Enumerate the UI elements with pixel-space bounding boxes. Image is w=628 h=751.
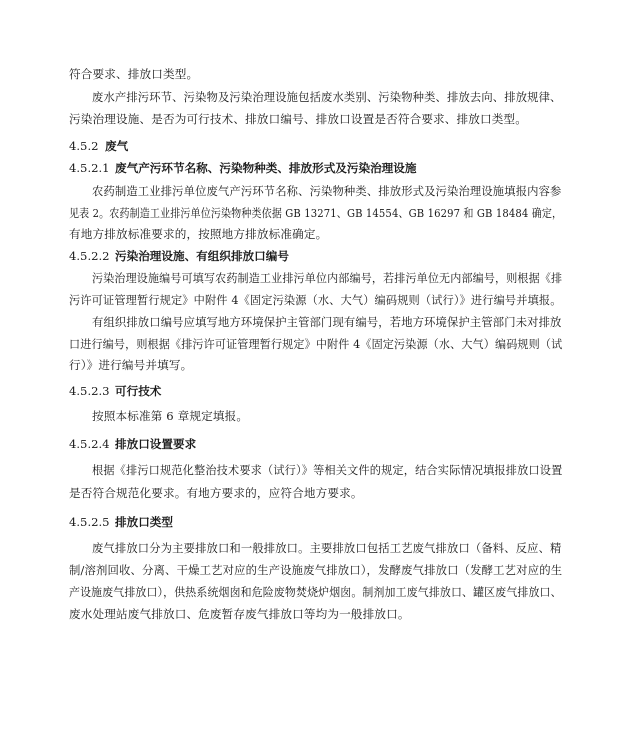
paragraph-line: 按照本标准第 6 章规定填报。 bbox=[92, 409, 249, 423]
paragraph-line: 有组织排放口编号应填写地方环境保护主管部门现有编号，若地方环境保护主管部门未对排放 bbox=[92, 315, 562, 329]
section-heading-4-5-2-1 bbox=[69, 160, 416, 176]
section-heading-4-5-2-3 bbox=[69, 383, 161, 399]
section-title: 排放口设置要求 bbox=[115, 437, 197, 451]
continuation-text: 符合要求、排放口类型。 bbox=[69, 67, 199, 81]
section-title: 污染治理设施、有组织排放口编号 bbox=[115, 249, 289, 263]
section-title: 废气产污环节名称、污染物种类、排放形式及污染治理设施 bbox=[115, 161, 417, 175]
paragraph-line: 口进行编号，则根据《排污许可证管理暂行规定》中附件 4《固定污染源（水、大气）编码规则（试 bbox=[69, 337, 563, 351]
section-title: 废气 bbox=[105, 139, 129, 153]
paragraph-line: 废气排放口分为主要排放口和一般排放口。主要排放口包括工艺废气排放口（备料、反应、精 bbox=[92, 541, 562, 555]
section-title: 可行技术 bbox=[115, 384, 162, 398]
paragraph-line: 有地方排放标准要求的，按照地方排放标准确定。 bbox=[69, 227, 328, 241]
paragraph-line: 制/溶剂回收、分离、干燥工艺对应的生产设施废气排放口），发酵废气排放口（发酵工艺对应的生 bbox=[69, 563, 563, 577]
paragraph-line: 是否符合规范化要求。有地方要求的，应符合地方要求。 bbox=[69, 486, 363, 500]
section-number: 4.5.2.5 bbox=[69, 515, 110, 529]
section-number: 4.5.2.3 bbox=[69, 384, 110, 398]
paragraph-line: 行）》进行编号并填写。 bbox=[69, 358, 193, 372]
paragraph-line: 见表 2。农药制造工业排污单位污染物种类依据 GB 13271、GB 14554、GB 16297 和 GB 18484 确定， bbox=[69, 206, 563, 220]
paragraph-line: 废水产排污环节、污染物及污染治理设施包括废水类别、污染物种类、排放去向、排放规律、 bbox=[92, 90, 562, 104]
paragraph-line: 废水处理站废气排放口、危废暂存废气排放口等均为一般排放口。 bbox=[69, 607, 410, 621]
section-heading-4-5-2-5 bbox=[69, 514, 173, 530]
section-title: 排放口类型 bbox=[115, 515, 173, 529]
section-heading-4-5-2-4 bbox=[69, 436, 196, 452]
paragraph-line: 根据《排污口规范化整治技术要求（试行）》等相关文件的规定，结合实际情况填报排放口设置 bbox=[92, 463, 563, 477]
section-heading-4-5-2 bbox=[69, 138, 128, 154]
paragraph-line: 污染治理设施、是否为可行技术、排放口编号、排放口设置是否符合要求、排放口类型。 bbox=[69, 112, 528, 126]
section-number: 4.5.2.4 bbox=[69, 437, 110, 451]
section-number: 4.5.2.2 bbox=[69, 249, 110, 263]
paragraph-line: 产设施废气排放口），供热系统烟囱和危险废物焚烧炉烟囱。制剂加工废气排放口、罐区废气排放口、 bbox=[69, 585, 562, 599]
section-number: 4.5.2.1 bbox=[69, 161, 110, 175]
paragraph-line: 污染治理设施编号可填写农药制造工业排污单位内部编号，若排污单位无内部编号，则根据《排 bbox=[92, 271, 563, 285]
paragraph-line: 农药制造工业排污单位废气产污环节名称、污染物种类、排放形式及污染治理设施填报内容参 bbox=[92, 184, 562, 198]
section-number: 4.5.2 bbox=[69, 139, 99, 153]
section-heading-4-5-2-2 bbox=[69, 248, 289, 264]
paragraph-line: 污许可证管理暂行规定》中附件 4《固定污染源（水、大气）编码规则（试行）》进行编号并填报。 bbox=[69, 293, 562, 307]
